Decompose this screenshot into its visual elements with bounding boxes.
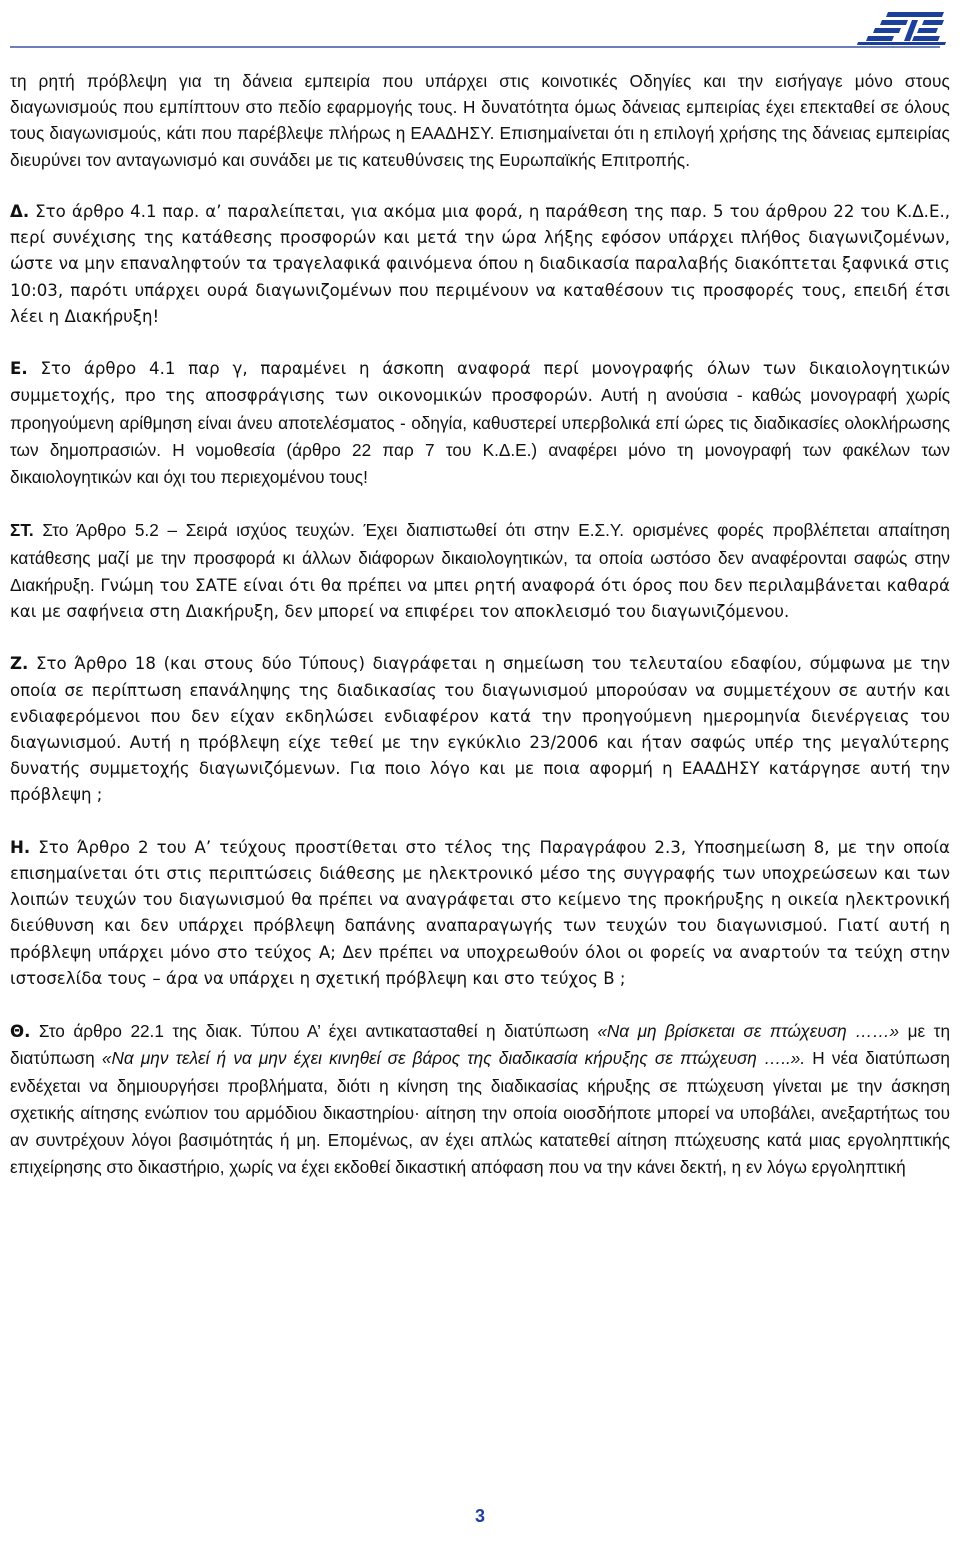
paragraph-text: Στο άρθρο 22.1 της διακ. Τύπου Α’ έχει αντικατασταθεί η διατύπωση	[30, 1021, 598, 1042]
paragraph-text: Στο άρθρο 4.1 παρ γ, παραμένει η άσκοπη αναφορά περί μονογραφής όλων των δικαιολογητικών συμμετοχής, προ της αποσφράγισης των οικονομικών προσφορών.	[10, 359, 950, 406]
paragraph-st	[10, 517, 950, 625]
paragraph-text: Γνώμη του ΣΑΤΕ είναι ότι θα πρέπει να μπει ρητή αναφορά ότι όρος που δεν περιλαμβάνεται καθαρά και με σαφήνεια στη Διακήρυξη, δεν μπορεί να επιφέρει τον αποκλεισμό του διαγωνιζόμενου.	[10, 575, 950, 622]
paragraph-text: Στο Άρθρο 18 (και στους δύο Τύπους) διαγράφεται η σημείωση του τελευταίου εδαφίου, σύμφωνα με την οποία σε περίπτωση επανάληψης της διαδικασίας του διαγωνισμού μπορούσαν να συμμετέχουν σε αυτήν και ενδιαφερόμενοι που δεν είχαν εκδηλώσει ενδιαφέρον κατά την προηγούμενη ημερομηνία διενέργειας του διαγωνισμού. Αυτή η πρόβλεψη είχε τεθεί με την εγκύκλιο 23/2006 και ήταν σαφώς υπέρ της μεγαλύτερης δυνατής συμμετοχής διαγωνιζόμενων. Για ποιο λόγο και με ποια αφορμή η ΕΑΑΔΗΣΥ κατάργησε αυτή την πρόβλεψη ;	[10, 654, 950, 805]
paragraph-z	[10, 651, 950, 808]
paragraph-h	[10, 835, 950, 992]
paragraph-intro	[10, 68, 950, 173]
paragraph-label: Ε.	[10, 359, 28, 379]
paragraph-text: Στο άρθρο 4.1 παρ. α’ παραλείπεται, για ακόμα μια φορά, η παράθεση της παρ. 5 του άρθρου 22 του Κ.Δ.Ε., περί συνέχισης της κατάθεσης προσφορών και μετά την ώρα λήξης εφόσον υπάρχει πλήθος διαγωνιζομένων, ώστε να μην επαναληφτούν τα τραγελαφικά φαινόμενα όπου η διαδικασία παραλαβής διακόπτεται ξαφνικά στις 10:03, παρότι υπάρχει ουρά διαγωνιζομένων που περιμένουν να καταθέσουν τις προσφορές τους, επειδή έτσι λέει η Διακήρυξη!	[10, 202, 950, 326]
paragraph-e	[10, 356, 950, 491]
header-rule	[10, 46, 940, 48]
paragraph-d	[10, 199, 950, 330]
quoted-text: «Να μη βρίσκεται σε πτώχευση ……»	[597, 1021, 900, 1042]
paragraph-label: Δ.	[10, 202, 30, 221]
paragraph-text: Αυτή η ανούσια - καθώς μονογραφή χωρίς προηγούμενη αρίθμηση είναι άνευ αποτελέσματος - οδηγία, καθυστερεί υπερβολικά επί ώρες τις διαδικασίες ολοκλήρωσης των δημοπρασιών. Η νομοθεσία (άρθρο 22 παρ 7 του Κ.Δ.Ε.) αναφέρει μόνο τη μονογραφή των φακέλων των δικαιολογητικών και όχι του περιεχομένου τους!	[10, 385, 951, 488]
paragraph-text: Στο Άρθρο 5.2 – Σειρά ισχύος τευχών. Έχει διαπιστωθεί ότι στην Ε.Σ.Υ. ορισμένες φορές προβλέπεται απαίτηση κατάθεσης μαζί με την προσφορά κι άλλων διάφορων δικαιολογητικών, τα οποία ωστόσο δεν αναφέρονται σαφώς στην Διακήρυξη.	[10, 520, 950, 595]
paragraph-text: με τη διατύπωση	[10, 1021, 951, 1069]
page-number: 3	[474, 1506, 485, 1526]
document-body	[10, 68, 950, 1208]
company-logo	[848, 8, 948, 48]
quoted-text: «Να μην τελεί ή να μην έχει κινηθεί σε βάρος της διαδικασία κήρυξης σε πτώχευση …..».	[101, 1048, 806, 1069]
paragraph-text: Η νέα διατύπωση ενδέχεται να δημιουργήσει προβλήματα, διότι η κίνηση της διαδικασίας κήρυξης σε πτώχευση γίνεται με την άσκηση σχετικής αίτησης ενώπιον του αρμόδιου δικαστηρίου· αίτηση την οποία οιοσδήποτε μπορεί να υποβάλει, ανεξαρτήτως του αν συντρέχουν λόγοι βασιμότητάς ή μη. Επομένως, αν έχει απλώς κατατεθεί αίτηση πτώχευσης κατά μιας εργοληπτικής επιχείρησης στο δικαστήριο, χωρίς να έχει εκδοθεί δικαστική απόφαση που να την κάνει δεκτή, η εν λόγω εργοληπτική	[10, 1048, 950, 1178]
paragraph-label: Θ.	[10, 1022, 31, 1042]
paragraph-text: Στο Άρθρο 2 του Α’ τεύχους προστίθεται στο τέλος της Παραγράφου 2.3, Υποσημείωση 8, με την οποία επισημαίνεται ότι στις περιπτώσεις διάθεσης με ηλεκτρονικό μέσο της συγγραφής των υποχρεώσεων και των λοιπών τευχών του διαγωνισμού θα πρέπει να αναγράφεται στο κείμενο της προκήρυξης η οικεία ηλεκτρονική διεύθυνση και δεν υπάρχει πρόβλεψη δαπάνης αναπαραγωγής των τευχών του διαγωνισμού.	[10, 837, 950, 936]
paragraph-label: ΣΤ.	[10, 520, 34, 541]
paragraph-label: Η.	[10, 837, 31, 857]
paragraph-label: Ζ.	[10, 654, 29, 674]
paragraph-th	[10, 1018, 950, 1181]
sate-logo-icon	[848, 8, 948, 48]
paragraph-text: Γιατί αυτή η πρόβλεψη υπάρχει μόνο στο τεύχος Α; Δεν πρέπει να υποχρεωθούν όλοι οι φορείς να αναρτούν τα τεύχη στην ιστοσελίδα τους – άρα να υπάρχει η σχετική πρόβλεψη και στο τεύχος Β ;	[10, 916, 950, 988]
paragraph-text: τη ρητή πρόβλεψη για τη δάνεια εμπειρία που υπάρχει στις κοινοτικές Οδηγίες και την εισήγαγε μόνο στους διαγωνισμούς που εμπίπτουν στο πεδίο εφαρμογής τους. Η δυνατότητα όμως δάνειας εμπειρίας έχει επεκταθεί σε όλους τους διαγωνισμούς, κάτι που παρέβλεψε πλήρως η ΕΑΑΔΗΣΥ. Επισημαίνεται ότι η επιλογή χρήσης της δάνειας εμπειρίας διευρύνει τον ανταγωνισμό και συνάδει με τις κατευθύνσεις της Ευρωπαϊκής Επιτροπής.	[10, 71, 950, 170]
